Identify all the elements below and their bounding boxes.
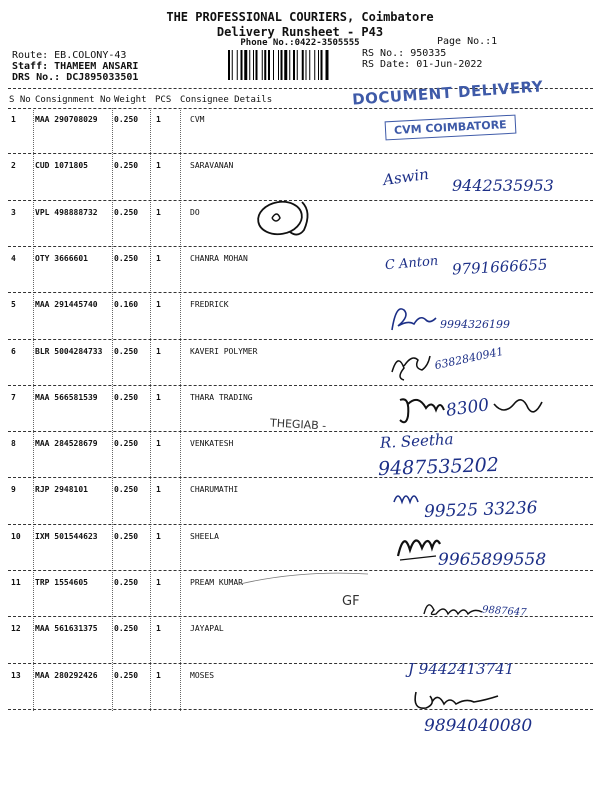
barcode-bar bbox=[273, 50, 274, 80]
row-weight: 0.250 bbox=[114, 578, 139, 587]
rs-date-line: RS Date: 01-Jun-2022 bbox=[362, 59, 483, 70]
row-weight: 0.250 bbox=[114, 346, 139, 356]
row-consignee: KAVERI POLYMER bbox=[190, 346, 258, 356]
row-consignment-no: IXM 501544623 bbox=[35, 531, 98, 541]
row-sno: 6 bbox=[11, 346, 16, 356]
barcode-bar bbox=[314, 50, 315, 80]
row-consignment-no: VPL 498888732 bbox=[35, 207, 98, 217]
phone-row-13: J 9442413741 bbox=[408, 660, 515, 678]
phone-row-5: 9994326199 bbox=[440, 318, 510, 331]
row-separator bbox=[8, 477, 593, 478]
row-consignee: THARA TRADING bbox=[190, 392, 253, 402]
phone-row-4: 9791666655 bbox=[451, 255, 548, 279]
row-consignee: SHEELA bbox=[190, 531, 219, 541]
row-weight: 0.250 bbox=[114, 624, 139, 634]
drs-value: DCJ895033501 bbox=[66, 72, 139, 83]
drs-line: DRS No.: DCJ895033501 bbox=[12, 72, 139, 83]
barcode-bar bbox=[244, 50, 247, 80]
col-header-weight: Weight bbox=[114, 95, 147, 105]
barcode-image bbox=[228, 50, 350, 80]
pen-stroke bbox=[240, 570, 370, 590]
row-consignee: CHARUMATHI bbox=[190, 485, 239, 495]
row-consignment-no: MAA 566581539 bbox=[35, 392, 98, 402]
handwritten-sign-row-9 bbox=[392, 488, 432, 508]
row-consignee: PREAM KUMAR bbox=[190, 578, 243, 587]
row-consignee: VENKATESH bbox=[190, 439, 234, 449]
header-bottom-rule bbox=[8, 108, 593, 109]
rs-no-line: RS No.: 950335 bbox=[362, 48, 447, 59]
row-pcs: 1 bbox=[156, 115, 161, 124]
handwritten-sign-row-6 bbox=[384, 344, 444, 389]
rs-no-value: 950335 bbox=[410, 48, 447, 59]
barcode-bar bbox=[268, 50, 270, 80]
col-header-pcs: PCS bbox=[155, 95, 172, 105]
row-weight: 0.250 bbox=[114, 161, 139, 171]
signature-row-8: R. Seetha bbox=[379, 430, 454, 452]
handwritten-sign-row-13 bbox=[410, 684, 510, 719]
note-row-11: GF bbox=[342, 594, 360, 609]
row-weight: 0.250 bbox=[114, 392, 139, 402]
row-pcs: 1 bbox=[156, 439, 161, 449]
row-consignee: MOSES bbox=[190, 670, 215, 680]
barcode-bar bbox=[326, 50, 329, 80]
signature-row-2: Aswin bbox=[381, 164, 430, 190]
barcode-bar bbox=[232, 50, 233, 80]
company-title: THE PROFESSIONAL COURIERS, Coimbatore bbox=[166, 10, 434, 24]
row-sno: 12 bbox=[11, 624, 21, 634]
row-consignee: CHANRA MOHAN bbox=[190, 253, 248, 263]
barcode-bar bbox=[306, 50, 307, 80]
row-sno: 4 bbox=[11, 253, 16, 263]
row-sno: 5 bbox=[11, 300, 16, 310]
row-sno: 2 bbox=[11, 161, 16, 171]
barcode-bar bbox=[318, 50, 319, 80]
row-weight: 0.250 bbox=[114, 485, 139, 495]
phone-row-10: 9965899558 bbox=[438, 550, 547, 570]
row-sno: 11 bbox=[11, 578, 21, 587]
row-consignment-no: MAA 280292426 bbox=[35, 670, 98, 680]
phone-row-13b: 9894040080 bbox=[424, 716, 533, 736]
row-sno: 8 bbox=[11, 439, 16, 449]
row-consignment-no: OTY 3666601 bbox=[35, 253, 88, 263]
col-header-sno: S No bbox=[9, 95, 31, 105]
col-divider bbox=[33, 108, 34, 711]
col-divider bbox=[112, 108, 113, 711]
barcode-bar bbox=[281, 50, 283, 80]
runsheet-title: Delivery Runsheet - P43 bbox=[216, 25, 384, 39]
row-separator bbox=[8, 385, 593, 386]
handwritten-sign-row-5 bbox=[388, 300, 448, 340]
row-sno: 1 bbox=[11, 115, 16, 124]
route-value: EB.COLONY-43 bbox=[54, 50, 127, 61]
barcode-bar bbox=[302, 50, 304, 80]
staff-value: THAMEEM ANSARI bbox=[54, 61, 139, 72]
barcode-bar bbox=[284, 50, 287, 80]
row-sno: 13 bbox=[11, 670, 21, 680]
barcode-bar bbox=[289, 50, 290, 80]
row-pcs: 1 bbox=[156, 253, 161, 263]
handwritten-sign-row-3 bbox=[250, 190, 330, 245]
row-consignment-no: TRP 1554605 bbox=[35, 578, 88, 587]
row-weight: 0.160 bbox=[114, 300, 139, 310]
row-sno: 9 bbox=[11, 485, 16, 495]
staff-line: Staff: THAMEEM ANSARI bbox=[12, 61, 139, 72]
row-sno: 7 bbox=[11, 392, 16, 402]
barcode-bar bbox=[297, 50, 298, 80]
rs-date-value: 01-Jun-2022 bbox=[416, 59, 483, 70]
signature-row-4: C Anton bbox=[384, 253, 439, 274]
row-weight: 0.250 bbox=[114, 207, 139, 217]
phone-row-11: 9887647 bbox=[481, 604, 527, 619]
text-row-7: 8300 bbox=[444, 395, 491, 421]
page-number: Page No.:1 bbox=[437, 36, 498, 47]
row-sno: 10 bbox=[11, 531, 21, 541]
row-consignment-no: MAA 561631375 bbox=[35, 624, 98, 634]
barcode-bar bbox=[241, 50, 243, 80]
route-line: Route: EB.COLONY-43 bbox=[12, 50, 127, 61]
barcode-bar bbox=[249, 50, 250, 80]
phone-number: Phone No.:0422-3505555 bbox=[240, 38, 360, 48]
row-pcs: 1 bbox=[156, 578, 161, 587]
barcode-bar bbox=[264, 50, 266, 80]
row-pcs: 1 bbox=[156, 300, 161, 310]
row-separator bbox=[8, 292, 593, 293]
col-divider bbox=[180, 108, 181, 711]
row-consignee: JAYAPAL bbox=[190, 624, 224, 634]
row-pcs: 1 bbox=[156, 624, 161, 634]
phone-row-6: 6382840941 bbox=[433, 344, 505, 373]
row-sno: 3 bbox=[11, 207, 16, 217]
row-weight: 0.250 bbox=[114, 439, 139, 449]
row-separator bbox=[8, 431, 593, 432]
row-pcs: 1 bbox=[156, 485, 161, 495]
row-consignment-no: BLR 5004284733 bbox=[35, 346, 103, 356]
barcode-bar bbox=[228, 50, 230, 80]
phone-row-8: 9487535202 bbox=[377, 453, 500, 481]
row-pcs: 1 bbox=[156, 392, 161, 402]
barcode-bar bbox=[237, 50, 238, 80]
col-header-consignment: Consignment No bbox=[35, 95, 111, 105]
document-delivery-stamp: DOCUMENT DELIVERY bbox=[351, 77, 544, 109]
row-consignment-no: RJP 2948101 bbox=[35, 485, 88, 495]
barcode-bar bbox=[293, 50, 295, 80]
barcode-bar bbox=[321, 50, 323, 80]
phone-row-2: 9442535953 bbox=[452, 176, 554, 195]
row-consignment-no: MAA 284528679 bbox=[35, 439, 98, 449]
row-consignee: SARAVANAN bbox=[190, 161, 234, 171]
cvm-coimbatore-stamp: CVM COIMBATORE bbox=[385, 115, 517, 141]
row-pcs: 1 bbox=[156, 161, 161, 171]
barcode-bar bbox=[309, 50, 310, 80]
row-consignee: DO bbox=[190, 207, 200, 217]
handwritten-sign-row-11 bbox=[420, 594, 490, 624]
row-separator bbox=[8, 153, 593, 154]
handwritten-sign-row-10 bbox=[394, 528, 444, 568]
row-consignment-no: CUD 1071805 bbox=[35, 161, 88, 171]
row-consignee: FREDRICK bbox=[190, 300, 229, 310]
row-pcs: 1 bbox=[156, 670, 161, 680]
row-consignment-no: MAA 291445740 bbox=[35, 300, 98, 310]
row-consignment-no: MAA 290708029 bbox=[35, 115, 98, 124]
row-consignee: CVM bbox=[190, 115, 205, 124]
handwritten-sign-row-7 bbox=[394, 390, 554, 430]
note-row-7: THEGIAB - bbox=[269, 416, 327, 433]
barcode-bar bbox=[278, 50, 279, 80]
barcode-bar bbox=[256, 50, 258, 80]
row-separator bbox=[8, 246, 593, 247]
row-weight: 0.250 bbox=[114, 531, 139, 541]
row-separator bbox=[8, 339, 593, 340]
phone-row-9: 99525 33236 bbox=[423, 498, 538, 522]
col-header-consignee: Consignee Details bbox=[180, 95, 273, 105]
row-pcs: 1 bbox=[156, 531, 161, 541]
row-pcs: 1 bbox=[156, 207, 161, 217]
col-divider bbox=[150, 108, 151, 711]
barcode-bar bbox=[253, 50, 254, 80]
row-weight: 0.250 bbox=[114, 115, 139, 124]
row-weight: 0.250 bbox=[114, 670, 139, 680]
barcode-bar bbox=[262, 50, 263, 80]
row-pcs: 1 bbox=[156, 346, 161, 356]
row-weight: 0.250 bbox=[114, 253, 139, 263]
row-separator bbox=[8, 524, 593, 525]
